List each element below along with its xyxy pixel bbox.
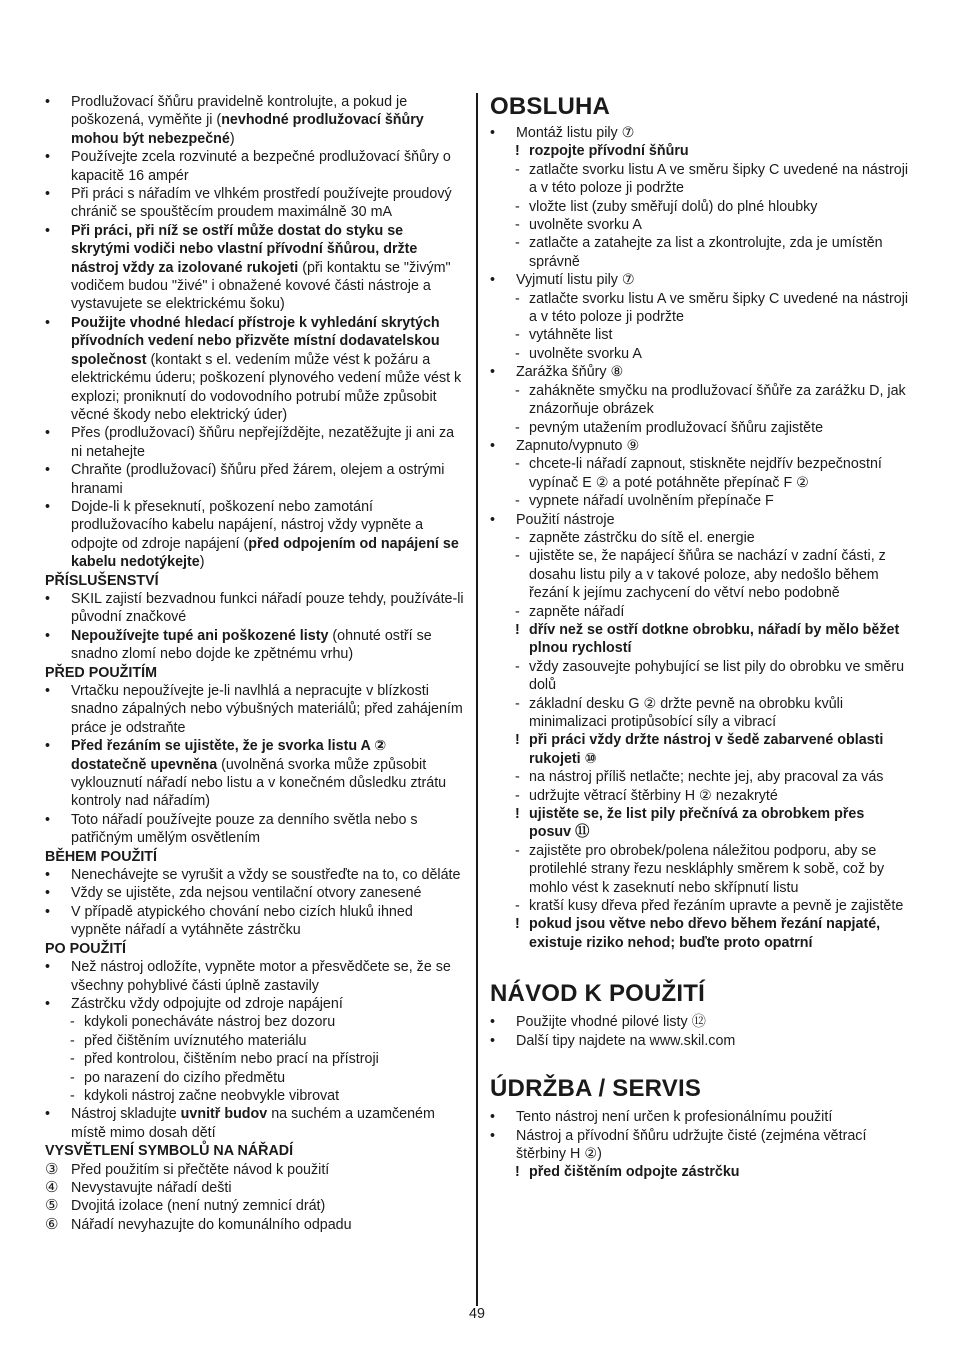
- list-item: [45, 590, 465, 627]
- section-heading: PŘED POUŽITÍM: [45, 664, 157, 681]
- item-text: SKIL zajistí bezvadnou funkci nářadí pouze tehdy, používáte-li původní značkové: [71, 590, 464, 626]
- item-text: Při práci, při níž se ostří může dostat do styku se skrytými vodiči nebo vlastní přívodní šňůrou, držte nástroj vždy za izolované rukojeti: [71, 222, 418, 276]
- list-item: [490, 1013, 910, 1031]
- bullet-marker: •: [45, 222, 51, 239]
- item-text: před čištěním uvíznutého materiálu: [84, 1032, 307, 1049]
- item-text: základní desku G ② držte pevně na obrobku kvůli minimalizaci protipůsobící síly a vibrací: [529, 695, 844, 730]
- bullet-marker: -: [70, 1032, 75, 1049]
- bullet-marker: -: [515, 603, 520, 620]
- list-item: [45, 424, 465, 461]
- bullet-marker: •: [45, 590, 51, 607]
- item-text: po narazení do cizího předmětu: [84, 1069, 286, 1086]
- item-text: Vždy se ujistěte, zda nejsou ventilační otvory zanesené: [71, 885, 422, 902]
- item-text: zahákněte smyčku na prodlužovací šňůře za zarážku D, jak znázorňuje obrázek: [529, 382, 906, 418]
- list-item: [45, 903, 465, 940]
- sub-list-item: [490, 216, 910, 234]
- item-text: rozpojte přívodní šňůru: [529, 143, 689, 160]
- list-item: [45, 93, 465, 148]
- section-heading: PO POUŽITÍ: [45, 940, 127, 957]
- list-item: [490, 271, 910, 289]
- item-text: Přes (prodlužovací) šňůru nepřejíždějte, nezatěžujte ji ani za ni netahejte: [71, 425, 455, 460]
- item-text: ): [199, 554, 205, 571]
- bullet-marker: •: [45, 1106, 51, 1123]
- list-item: [490, 511, 910, 529]
- udrzba-list: [490, 1108, 910, 1182]
- symbol-item: [45, 1179, 465, 1197]
- item-text: zajistěte pro obrobek/polena náležitou podporu, aby se protilehlé strany řezu neskláphly směrem k sobě, což by mohlo vést k zaseknutí nebo skřípnutí listu: [529, 842, 885, 896]
- item-text: ): [229, 130, 235, 147]
- list-item: [45, 498, 465, 572]
- item-text: Vyjmutí listu pily ⑦: [516, 272, 635, 289]
- sub-list-item: [490, 529, 910, 547]
- list-item: [490, 437, 910, 455]
- bullet-marker: -: [515, 327, 520, 344]
- bullet-marker: •: [45, 995, 51, 1012]
- bullet-marker: -: [515, 842, 520, 859]
- bullet-marker: •: [45, 959, 51, 976]
- item-text: Toto nářadí používejte pouze za denního světla nebo s patřičným umělým osvětlením: [71, 811, 418, 847]
- bullet-marker: •: [45, 867, 51, 884]
- item-text: vypnete nářadí uvolněním přepínače F: [529, 493, 774, 510]
- bullet-marker: •: [45, 885, 51, 902]
- warning-item: [490, 621, 910, 658]
- item-text: nevhodné prodlužovací šňůry mohou být nebezpečné: [71, 112, 424, 147]
- item-text: Chraňte (prodlužovací) šňůru před žárem, olejem a ostrými hranami: [71, 462, 445, 497]
- bullet-marker: •: [490, 125, 496, 141]
- item-text: Montáž listu pily ⑦: [516, 125, 635, 141]
- item-text: Vrtačku nepoužívejte je-li navlhlá a nepracujte v blízkosti snadno zápalných nebo výbušných materiálů; před zahájením práce je odstraňte: [71, 683, 463, 736]
- item-text: (uvolněná svorka může způsobit vyklouznutí nářadí nebo listu a v konečném důsledku ztrátu kontroly nad nářadím): [71, 756, 447, 810]
- bullet-marker: -: [515, 290, 520, 307]
- symbol-number: ③: [45, 1160, 59, 1178]
- list-item: [490, 1032, 910, 1050]
- sub-list-item: [490, 161, 910, 198]
- bullet-marker: •: [45, 462, 51, 479]
- item-text: před kontrolou, čištěním nebo prací na přístroji: [84, 1051, 379, 1068]
- item-text: Používejte zcela rozvinuté a bezpečné prodlužovací šňůry o kapacitě 16 ampér: [71, 149, 451, 184]
- bullet-marker: -: [70, 1069, 75, 1086]
- sub-list-item: [45, 1050, 465, 1068]
- list-item: [490, 1127, 910, 1164]
- item-text: Před řezáním se ujistěte, že je svorka listu A ② dostatečně upevněna: [71, 738, 387, 773]
- item-text: zatlačte svorku listu A ve směru šipky C uvedené na nástroji a v této poloze ji podržte: [529, 161, 909, 197]
- item-text: Zarážka šňůry ⑧: [516, 364, 624, 381]
- warning-item: [490, 731, 910, 768]
- item-text: Použití nástroje: [516, 511, 615, 528]
- navod-list: [490, 1013, 910, 1050]
- bullet-marker: -: [515, 345, 520, 362]
- list-item: [45, 737, 465, 811]
- list-item: [45, 958, 465, 995]
- symbol-number: ④: [45, 1178, 59, 1196]
- item-text: zapněte nářadí: [529, 603, 625, 620]
- bullet-marker: •: [490, 1032, 496, 1049]
- list-item: [45, 627, 465, 664]
- list-item: [45, 461, 465, 498]
- item-text: pevným utažením prodlužovací šňůru zajistěte: [529, 419, 824, 436]
- item-text: ujistěte se, že list pily přečnívá za obrobkem přes posuv ⑪: [529, 806, 865, 841]
- section-title-navod: NÁVOD K POUŽITÍ: [490, 980, 706, 1008]
- item-text: pokud jsou větve nebo dřevo během řezání napjaté, existuje riziko nehod; buďte proto opatrní: [529, 916, 881, 951]
- bullet-marker: •: [490, 1014, 496, 1031]
- exclamation-icon: !: [515, 806, 520, 823]
- page-number: 49: [469, 1306, 485, 1322]
- item-text: zapněte zástrčku do sítě el. energie: [529, 529, 755, 546]
- item-text: V případě atypického chování nebo cizích hluků ihned vypněte nářadí a vytáhněte zástrčku: [71, 903, 413, 939]
- item-text: Nepoužívejte tupé ani poškozené listy: [71, 627, 329, 644]
- sub-list-item: [490, 419, 910, 437]
- bullet-marker: •: [490, 1127, 496, 1144]
- sub-list-item: [490, 198, 910, 216]
- bullet-marker: •: [45, 683, 51, 699]
- exclamation-icon: !: [515, 732, 520, 749]
- warning-item: [490, 1163, 910, 1181]
- item-text: Zapnuto/vypnuto ⑨: [516, 437, 640, 454]
- bullet-marker: •: [490, 364, 496, 381]
- bullet-marker: -: [515, 382, 520, 399]
- list-item: [45, 148, 465, 185]
- item-text: při práci vždy držte nástroj v šedě zabarvené oblasti rukojeti ⑩: [529, 732, 884, 767]
- sub-list-item: [490, 768, 910, 786]
- left-column: [45, 93, 465, 1234]
- item-text: vytáhněte list: [529, 327, 613, 344]
- list-item: [45, 995, 465, 1013]
- item-text: kdykoli nástroj začne neobvykle vibrovat: [84, 1087, 340, 1104]
- item-text: Dojde-li k přeseknutí, poškození nebo zamotání prodlužovacího kabelu napájení, nástroj vždy vypněte a odpojte od zdroje napájení (: [71, 498, 424, 552]
- bullet-marker: -: [70, 1051, 75, 1068]
- item-text: Než nástroj odložíte, vypněte motor a přesvědčete se, že se všechny pohyblivé části úplně zastavily: [71, 959, 451, 994]
- bullet-marker: -: [515, 529, 520, 546]
- bullet-marker: •: [490, 437, 496, 454]
- symbol-item: [45, 1216, 465, 1234]
- sub-list-item: [490, 547, 910, 602]
- item-text: na nástroj příliš netlačte; nechte jej, aby pracoval za vás: [529, 769, 884, 786]
- bullet-marker: -: [515, 235, 520, 252]
- bullet-marker: •: [490, 511, 496, 528]
- bullet-marker: •: [45, 627, 51, 644]
- section-heading: BĚHEM POUŽITÍ: [45, 848, 157, 865]
- sub-list-item: [490, 345, 910, 363]
- bullet-marker: •: [490, 272, 496, 289]
- bullet-marker: -: [70, 1087, 75, 1104]
- sub-list-item: [490, 492, 910, 510]
- list-item: [45, 866, 465, 884]
- warning-item: [490, 915, 910, 952]
- section-heading: PŘÍSLUŠENSTVÍ: [45, 572, 159, 589]
- item-text: Tento nástroj není určen k profesionálnímu použití: [516, 1109, 833, 1126]
- list-item: [45, 682, 465, 737]
- bullet-marker: •: [45, 425, 51, 442]
- obsluha-list: [490, 124, 910, 952]
- symbol-item: [45, 1197, 465, 1215]
- item-text: ujistěte se, že napájecí šňůra se nachází v zadní části, z dosahu listu pily a v takové poloze, aby nedošlo během řezání k jejímu zachycení do větví nebo podobně: [529, 548, 886, 602]
- item-text: (při kontaktu se "živým" vodičem budou "živé" i obnažené kovové části nástroje a vystavujete se elektrickému šoku): [71, 259, 451, 313]
- bullet-marker: -: [515, 548, 520, 565]
- bullet-marker: -: [70, 1014, 75, 1031]
- item-text: uvolněte svorku A: [529, 345, 642, 362]
- item-text: dřív než se ostří dotkne obrobku, nářadí by mělo běžet plnou rychlostí: [529, 621, 900, 657]
- warning-item: [490, 142, 910, 160]
- sub-list-item: [490, 603, 910, 621]
- symbol-item: [45, 1161, 465, 1179]
- bullet-marker: •: [490, 1109, 496, 1126]
- item-text: Dvojitá izolace (není nutný zemnicí drát): [71, 1198, 326, 1215]
- list-item: [490, 363, 910, 381]
- bullet-marker: -: [515, 419, 520, 436]
- symbol-number: ⑥: [45, 1215, 59, 1233]
- section-heading: VYSVĚTLENÍ SYMBOLŮ NA NÁŘADÍ: [45, 1143, 294, 1160]
- bullet-marker: -: [515, 161, 520, 178]
- list-item: [45, 884, 465, 902]
- item-text: udržujte větrací štěrbiny H ② nezakryté: [529, 787, 778, 804]
- sub-list-item: [45, 1032, 465, 1050]
- list-item: [45, 1105, 465, 1142]
- bullet-marker: -: [515, 217, 520, 234]
- sub-list-item: [490, 658, 910, 695]
- section-title-udrzba: ÚDRŽBA / SERVIS: [490, 1075, 702, 1103]
- sub-list-item: [490, 842, 910, 897]
- item-text: Nástroj a přívodní šňůru udržujte čisté (zejména větrací štěrbiny H ②): [516, 1127, 867, 1162]
- list-item: [45, 314, 465, 424]
- bullet-marker: -: [515, 695, 520, 712]
- bullet-marker: -: [515, 769, 520, 786]
- sub-list-item: [490, 382, 910, 419]
- item-text: Při práci s nářadím ve vlhkém prostředí používejte proudový chránič se spouštěcím proudem maximálně 30 mA: [71, 186, 452, 221]
- item-text: kratší kusy dřeva před řezáním upravte a pevně je zajistěte: [529, 898, 904, 915]
- exclamation-icon: !: [515, 621, 520, 638]
- bullet-marker: -: [515, 787, 520, 804]
- symbol-number: ⑤: [45, 1197, 59, 1215]
- exclamation-icon: !: [515, 916, 520, 933]
- sub-list-item: [490, 455, 910, 492]
- section-title-obsluha: OBSLUHA: [490, 93, 611, 120]
- sub-list-item: [490, 326, 910, 344]
- exclamation-icon: !: [515, 143, 520, 160]
- bullet-marker: -: [515, 198, 520, 215]
- right-column: [490, 93, 910, 1182]
- item-text: Před použitím si přečtěte návod k použití: [71, 1161, 330, 1178]
- item-text: vždy zasouvejte pohybující se list pily do obrobku ve směru dolů: [529, 658, 905, 694]
- sub-list-item: [45, 1013, 465, 1031]
- item-text: Nástroj skladujte: [71, 1106, 181, 1123]
- bullet-marker: -: [515, 493, 520, 510]
- item-text: Nevystavujte nářadí dešti: [71, 1179, 232, 1196]
- item-text: zatlačte svorku listu A ve směru šipky C uvedené na nástroji a v této poloze ji podržte: [529, 290, 909, 326]
- bullet-marker: •: [45, 738, 51, 755]
- sub-list-item: [490, 290, 910, 327]
- warning-item: [490, 805, 910, 842]
- list-item: [45, 222, 465, 314]
- item-text: zatlačte a zatahejte za list a zkontrolujte, zda je umístěn správně: [529, 235, 883, 270]
- list-item: [45, 811, 465, 848]
- item-text: Další tipy najdete na www.skil.com: [516, 1032, 736, 1049]
- list-item: [490, 124, 910, 142]
- bullet-marker: •: [45, 811, 51, 828]
- bullet-marker: •: [45, 314, 51, 331]
- item-text: na suchém a uzamčeném místě mimo dosah dětí: [71, 1106, 435, 1141]
- bullet-marker: •: [45, 498, 51, 515]
- list-item: [45, 185, 465, 222]
- item-text: Nenechávejte se vyrušit a vždy se soustřeďte na to, co děláte: [71, 867, 461, 884]
- item-text: Použijte vhodné pilové listy ⑫: [516, 1014, 706, 1031]
- sub-list-item: [490, 787, 910, 805]
- column-divider: [476, 93, 478, 1306]
- item-text: Použijte vhodné hledací přístroje k vyhledání skrytých přívodních vedení nebo přizvěte místní dodavatelskou společnost: [71, 314, 440, 368]
- item-text: (ohnuté ostří se snadno zlomí nebo dojde ke zpětnému vrhu): [71, 627, 432, 663]
- item-text: vložte list (zuby směřují dolů) do plné hloubky: [529, 198, 818, 215]
- bullet-marker: •: [45, 94, 51, 110]
- bullet-marker: -: [515, 898, 520, 915]
- bullet-marker: •: [45, 149, 51, 166]
- bullet-marker: -: [515, 658, 520, 675]
- item-text: Zástrčku vždy odpojujte od zdroje napájení: [71, 995, 343, 1012]
- sub-list-item: [490, 234, 910, 271]
- bullet-marker: •: [45, 186, 51, 203]
- sub-list-item: [45, 1087, 465, 1105]
- sub-list-item: [45, 1069, 465, 1087]
- item-text: uvolněte svorku A: [529, 217, 642, 234]
- item-text: Prodlužovací šňůru pravidelně kontrolujte, a pokud je poškozená, vyměňte ji (: [71, 94, 408, 129]
- item-text: před odpojením od napájení se kabelu nedotýkejte: [71, 535, 459, 571]
- sub-list-item: [490, 897, 910, 915]
- list-item: [490, 1108, 910, 1126]
- item-text: (kontakt s el. vedením může vést k požáru a elektrickému úderu; poškození plynového vedení může vést k explozi; proniknutí do vodovodního potrubí může způsobit věcné škody nebo elektrický úder): [71, 351, 462, 423]
- exclamation-icon: !: [515, 1164, 520, 1181]
- bullet-marker: -: [515, 456, 520, 473]
- bullet-marker: •: [45, 903, 51, 920]
- item-text: uvnitř budov: [180, 1106, 268, 1123]
- item-text: před čištěním odpojte zástrčku: [529, 1164, 740, 1181]
- item-text: kdykoli ponecháváte nástroj bez dozoru: [84, 1014, 336, 1031]
- item-text: chcete-li nářadí zapnout, stiskněte nejdřív bezpečnostní vypínač E ② a poté potáhněte přepínač F ②: [529, 456, 882, 491]
- sub-list-item: [490, 695, 910, 732]
- item-text: Nářadí nevyhazujte do komunálního odpadu: [71, 1216, 352, 1233]
